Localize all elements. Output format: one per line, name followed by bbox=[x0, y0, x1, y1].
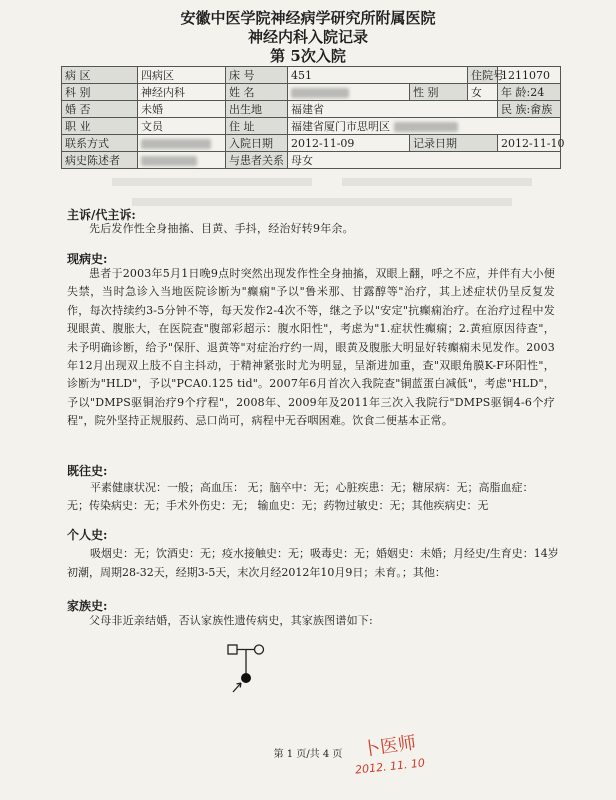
past-history-line-2: 无；传染病史：无；手术外伤史：无； 输血史：无；药物过敏史：无；其他疾病史：无 bbox=[67, 499, 489, 512]
proband-circle bbox=[242, 674, 251, 683]
record-title: 神经内科入院记录 bbox=[247, 28, 368, 46]
present-illness-text: 患者于2003年5月1日晚9点时突然出现发作性全身抽搐，双眼上翻，呼之不应，并伴有大小便失禁，当时急诊入当地医院诊断为"癫痫"予以"鲁米那、甘露醇等"治疗，其上述症状仍呈反复发作，每次持续约3-5分钟不等，每天发作2-4次不等，继之予以"安定"抗癫痫治疗。在治疗过程中发现眼黄、腹胀大，在医院查"腹部彩超示：腹水阳性"，考虑为"1.症状性癫痫；2.黄疸原因待查"，未予明确诊断，给予"保肝、退黄等"对症治疗约一周，眼黄及腹胀大明显好转癫痫未见发作。2003年12月出现双上肢不自主抖动，于精神紧张时尤为明显，呈渐进加重，查"双眼角膜K-F环阳性"，诊断为"HLD"，予以"PCA0.125 tid"。2007年6月首次入我院查"铜蓝蛋白减低"，考虑"HLD"，予以"DMPS驱铜治疗9个疗程"，2008年、2009年及2011年三次入我院行"DMPS驱铜4-6个疗程"，院外坚持正规服药、忌口尚可，病程中无吞咽困难。饮食二便基本正常。 bbox=[67, 267, 555, 428]
name-label: 姓 名 bbox=[226, 84, 288, 101]
address-value bbox=[288, 118, 561, 135]
narrator-label: 病史陈述者 bbox=[62, 152, 138, 169]
dept-label: 科 别 bbox=[62, 84, 138, 101]
dept-value: 神经内科 bbox=[138, 84, 226, 101]
sex-label: 性 别 bbox=[410, 84, 468, 101]
family-history-text: 父母非近亲结婚，否认家族性遗传病史，其家族图谱如下: bbox=[89, 614, 373, 627]
admit-date-value: 2012-11-09 bbox=[288, 135, 410, 152]
contact-value-redacted bbox=[138, 135, 226, 152]
job-value: 文员 bbox=[138, 118, 226, 135]
admission-number: 第 5次入院 bbox=[270, 47, 346, 65]
bleed-through-texture bbox=[112, 172, 552, 224]
info-row-dept bbox=[62, 84, 561, 101]
hospital-name: 安徽中医学院神经病学研究所附属医院 bbox=[180, 9, 436, 27]
age-label: 年 龄:24 bbox=[498, 84, 561, 101]
family-history-heading: 家族史: bbox=[67, 599, 108, 613]
name-value-redacted bbox=[288, 84, 410, 101]
father-square bbox=[228, 645, 237, 654]
chief-complaint-heading: 主诉/代主诉: bbox=[67, 208, 136, 222]
relation-value: 母女 bbox=[288, 152, 561, 169]
marital-label: 婚 否 bbox=[62, 101, 138, 118]
present-illness-heading: 现病史: bbox=[67, 252, 108, 266]
info-row-marital bbox=[62, 101, 561, 118]
contact-label: 联系方式 bbox=[62, 135, 138, 152]
personal-history-heading: 个人史: bbox=[67, 528, 108, 542]
ward-label: 病 区 bbox=[62, 67, 138, 84]
handwritten-date: 2012. 11. 10 bbox=[354, 756, 426, 777]
birthplace-value: 福建省 bbox=[288, 101, 498, 118]
past-history-heading: 既往史: bbox=[67, 464, 108, 478]
bed-label: 床 号 bbox=[226, 67, 288, 84]
page-footer: 第 1 页/共 4 页 bbox=[273, 749, 343, 760]
info-row-contact bbox=[62, 135, 561, 152]
marital-value: 未婚 bbox=[138, 101, 226, 118]
sex-value: 女 bbox=[468, 84, 498, 101]
family-pedigree-diagram bbox=[225, 642, 273, 700]
info-row-narrator bbox=[62, 152, 561, 169]
birthplace-label: 出生地 bbox=[226, 101, 288, 118]
address-label: 住 址 bbox=[226, 118, 288, 135]
info-row-job bbox=[62, 118, 561, 135]
record-date-label: 记录日期 bbox=[410, 135, 498, 152]
personal-history-line-2: 初潮，周期28-32天，经期3-5天，末次月经2012年10月9日；未育。；其他： bbox=[67, 566, 446, 579]
handwritten-signature: 卜医师 bbox=[361, 732, 418, 761]
job-label: 职 业 bbox=[62, 118, 138, 135]
ward-value: 四病区 bbox=[138, 67, 226, 84]
hosp-no-label: 住院号 bbox=[468, 67, 498, 84]
relation-label: 与患者关系 bbox=[226, 152, 288, 169]
mother-circle bbox=[255, 645, 264, 654]
narrator-value-redacted bbox=[138, 152, 226, 169]
admit-date-label: 入院日期 bbox=[226, 135, 288, 152]
hosp-no-value: 1211070 bbox=[498, 67, 561, 84]
chief-complaint-text: 先后发作性全身抽搐、目黄、手抖，经治好转9年余。 bbox=[89, 222, 354, 235]
address-text: 福建省厦门市思明区 bbox=[291, 120, 390, 133]
patient-info-table bbox=[61, 66, 565, 169]
personal-history-line-1: 吸烟史：无；饮酒史：无；疫水接触史：无；吸毒史：无；婚姻史：未婚；月经史/生育史：14岁 bbox=[90, 547, 559, 560]
record-date-value: 2012-11-10 bbox=[498, 135, 561, 152]
past-history-line-1: 平素健康状况：一般；高血压： 无；脑卒中：无；心脏疾患：无；糖尿病：无；高脂血症： bbox=[90, 481, 534, 494]
bed-value: 451 bbox=[288, 67, 468, 84]
info-row-ward bbox=[62, 67, 561, 84]
ethnic-label: 民 族:畲族 bbox=[498, 101, 561, 118]
